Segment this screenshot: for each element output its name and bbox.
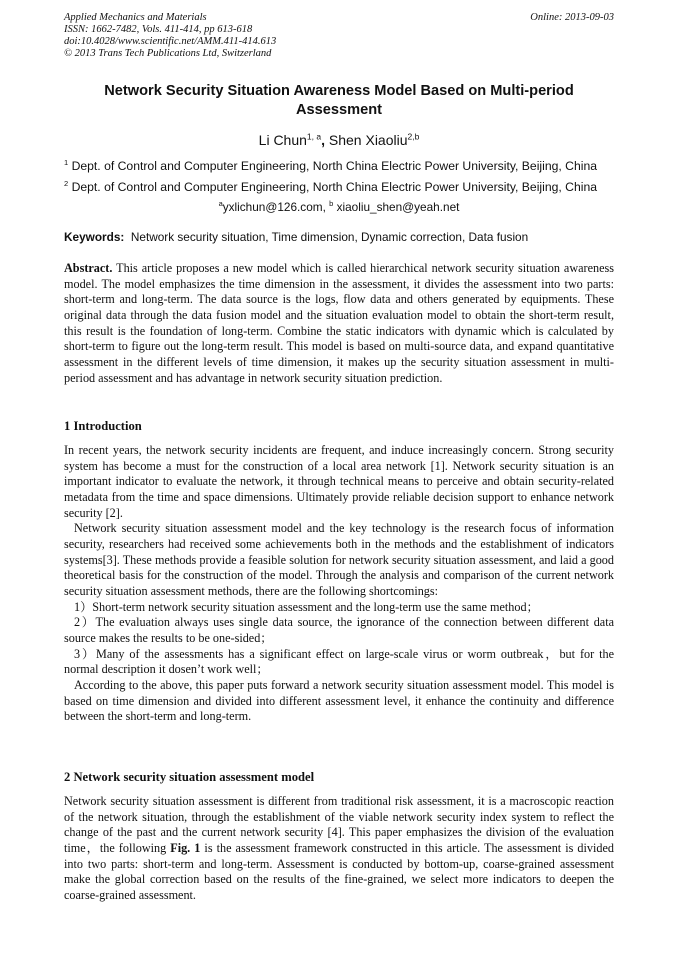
email-a-mark: a (218, 199, 223, 209)
abstract-text: This article proposes a new model which is called hierarchical network security situation awareness model. The model emphasizes the time dimension in the assessment, it divides the assessment into two parts: short-term and long-term. The data source is the logs, flow data and others generated by equipments. These original data through the data fusion model and the situation evaluation model to obtain the short-term result, this result is the foundation of long-term. Combine the static indicators with dynamic which is calculated by short-term to figure out the long-term result. This model is based on multi-source data, and expand quantitative assessment in the different levels of time dimension, it makes up the security situation assessment in multi-period assessment and has advantage in network security situation prediction. (64, 261, 614, 385)
journal-name: Applied Mechanics and Materials (64, 12, 207, 23)
author-emails (64, 200, 614, 215)
intro-paragraph-2: Network security situation assessment model and the key technology is the research focus of information security, researchers had received some achievements both in the methods and the establishment of indicators systems[3]. These methods provide a feasible solution for network security situation assessment, and laid a good theoretical basis for the construction of the model. Through the analysis and comparison of the current network security situation assessment methods, there are the following shortcomings: (64, 521, 614, 598)
section-2-paragraph-1 (64, 794, 614, 904)
affiliation-2-text: Dept. of Control and Computer Engineering, North China Electric Power University, Beijing, China (71, 180, 597, 194)
intro-paragraph-3: According to the above, this paper puts forward a network security situation assessment model. This model is based on time dimension and divided into different assessment level, it enhance the continuity and difference between the short-term and long-term. (64, 677, 614, 724)
keywords (64, 230, 616, 245)
author-separator: , (321, 132, 329, 148)
section-2-heading: 2 Network security situation assessment model (64, 770, 315, 784)
affiliation-1-mark: 1 (64, 157, 69, 167)
email-b: xiaoliu_shen@yeah.net (333, 200, 460, 214)
email-a: yxlichun@126.com, (222, 200, 330, 214)
journal-copyright: © 2013 Trans Tech Publications Ltd, Switzerland (64, 48, 272, 59)
author-1: Li Chun (258, 132, 307, 148)
online-date: Online: 2013-09-03 (530, 12, 614, 23)
fig-1-reference[interactable]: Fig. 1 (170, 840, 201, 855)
author-line (64, 130, 614, 150)
section-2-text-after: is the assessment framework constructed in this article. The assessment is divided into two parts: short-term and long-term. Assessment is conducted by bottom-up, coarse-grained assessment make the global correction based on the results of the fine-grained, we select more indicators to deepen the coarse-grained assessment. (64, 840, 614, 902)
keywords-label: Keywords: (64, 230, 125, 244)
journal-header (64, 12, 276, 60)
author-1-mark: 1, a (306, 131, 322, 142)
section-1-body (64, 443, 614, 725)
section-1-heading: 1 Introduction (64, 419, 142, 433)
abstract-label: Abstract. (64, 261, 113, 275)
intro-paragraph-1: In recent years, the network security incidents are frequent, and induce increasingly concern. Strong security system has become a must for the construction of a local area network [1]. Network security situation is an important indicator to evaluate the network, it through technical means to perceive and obtain security-related metadata from the time and space dimensions. Ultimately provide reliable decision support to enhance network security [2]. (64, 443, 614, 520)
keywords-text: Network security situation, Time dimension, Dynamic correction, Data fusion (124, 230, 529, 244)
journal-doi: doi:10.4028/www.scientific.net/AMM.411-414.613 (64, 36, 277, 47)
affiliation-2-mark: 2 (64, 178, 69, 188)
email-b-mark: b (329, 199, 334, 209)
author-2-mark: 2,b (407, 131, 420, 142)
journal-issn: ISSN: 1662-7482, Vols. 411-414, pp 613-618 (64, 24, 253, 35)
section-2-text-before: Network security situation assessment is different from traditional risk assessment, it is a macroscopic reaction of the network situation, through the establishment of the viable network security index system to reflect the change of the past and the current network security [4]. This paper emphasizes the division of the evaluation time，the following (64, 794, 614, 855)
paper-title: Network Security Situation Awareness Model Based on Multi-period Assessment (104, 83, 574, 118)
shortcoming-item-3: 3）Many of the assessments has a significant effect on large-scale virus or worm outbreak，but for the normal description it dosen’t work well； (64, 646, 614, 677)
author-2: Shen Xiaoliu (328, 132, 408, 148)
affiliation-1-text: Dept. of Control and Computer Engineering, North China Electric Power University, Beijing, China (71, 159, 597, 173)
affiliation-2 (64, 179, 616, 195)
shortcoming-item-2: 2）The evaluation always uses single data source, the ignorance of the connection between different data source makes the results to be one-sided； (64, 615, 614, 645)
shortcoming-item-1: 1）Short-term network security situation assessment and the long-term use the same method； (74, 599, 539, 614)
section-2-body (64, 794, 614, 904)
abstract (64, 261, 614, 386)
affiliation-1 (64, 158, 616, 174)
